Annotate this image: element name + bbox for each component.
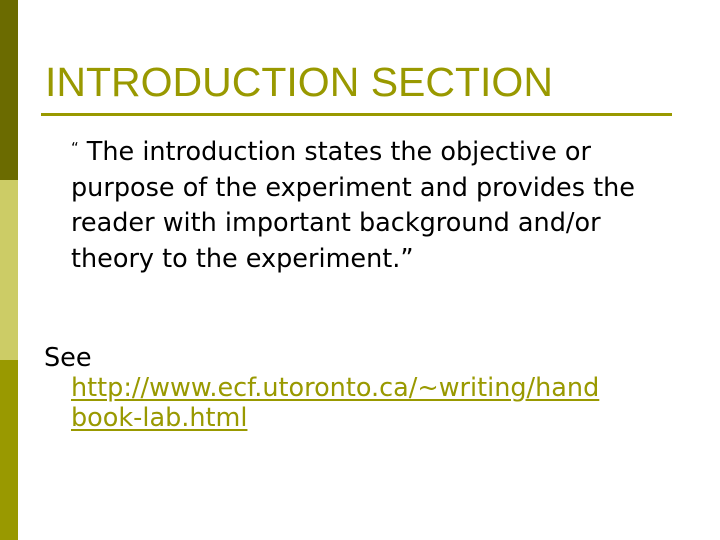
see-reference <box>44 343 684 433</box>
handbook-link-line-2: book-lab.html <box>71 403 248 433</box>
open-quote-mark: “ <box>71 139 79 157</box>
title-underline <box>41 113 672 116</box>
quote-paragraph <box>71 131 691 277</box>
see-label: See <box>44 343 92 373</box>
quote-text: The introduction states the objective or purpose of the experiment and provides the reader with important background and/or theory to the experiment.” <box>71 137 635 274</box>
sidebar-decoration <box>0 0 18 540</box>
slide-title: INTRODUCTION SECTION <box>45 59 553 105</box>
handbook-link-line-1: http://www.ecf.utoronto.ca/~writing/hand <box>71 373 600 403</box>
sidebar-segment-light <box>0 180 18 360</box>
sidebar-segment-dark <box>0 0 18 180</box>
handbook-link[interactable] <box>71 373 675 433</box>
sidebar-segment-olive <box>0 360 18 540</box>
